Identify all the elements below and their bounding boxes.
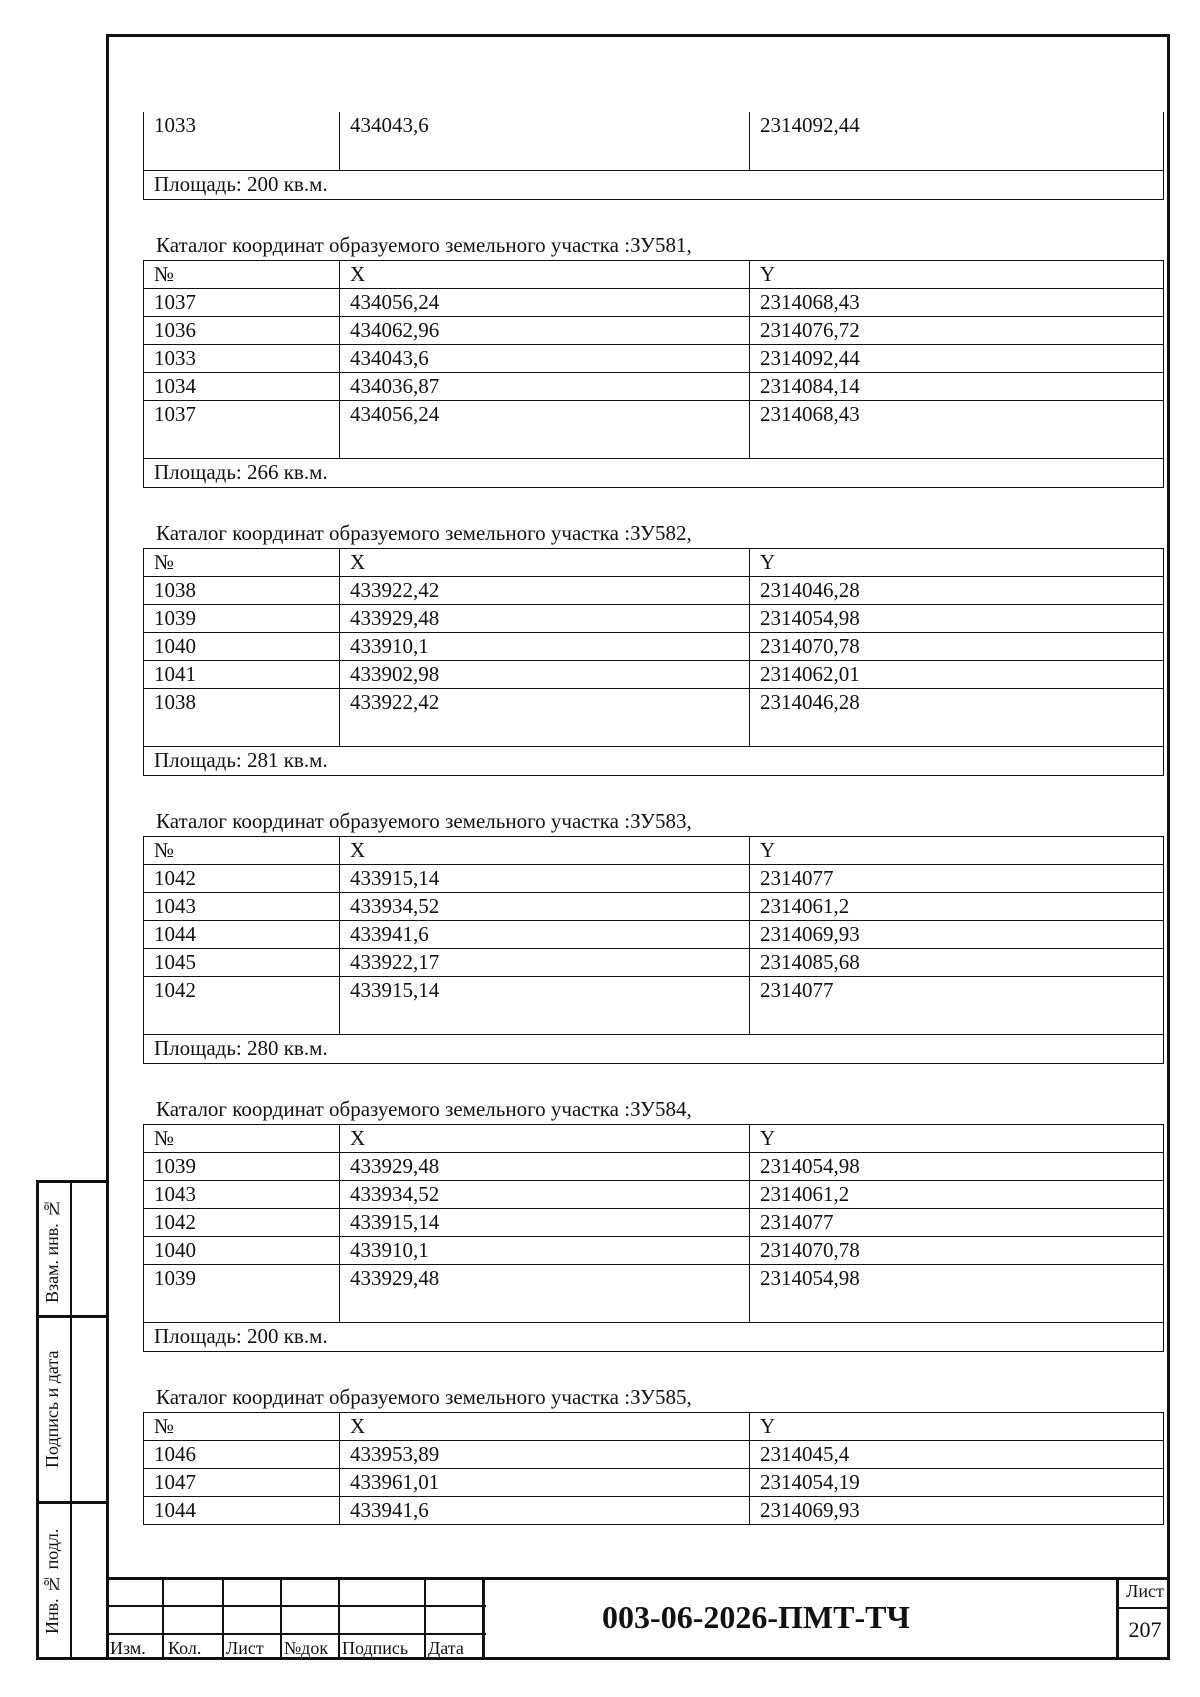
cell-x: 433941,6 <box>340 920 750 948</box>
header-y: Y <box>750 260 1164 288</box>
table-row <box>144 1180 1164 1208</box>
cell-y: 2314084,14 <box>750 372 1164 400</box>
title-block <box>106 1577 1170 1660</box>
table-row <box>144 344 1164 372</box>
podpis-label: Подпись и дата <box>42 1350 62 1468</box>
cell-no: 1043 <box>144 1180 340 1208</box>
cell-y: 2314046,28 <box>750 688 1164 746</box>
table-row <box>144 1152 1164 1180</box>
table-row <box>144 112 1164 170</box>
cell-no: 1034 <box>144 372 340 400</box>
cell-x: 434036,87 <box>340 372 750 400</box>
table-row <box>144 1236 1164 1264</box>
side-stamp <box>36 1180 106 1660</box>
cell-x: 433953,89 <box>340 1440 750 1468</box>
area-row <box>144 746 1164 775</box>
cell-x: 433910,1 <box>340 1236 750 1264</box>
cell-x: 434062,96 <box>340 316 750 344</box>
cell-y: 2314061,2 <box>750 892 1164 920</box>
cell-no: 1040 <box>144 632 340 660</box>
catalog-title: Каталог координат образуемого земельного участка :ЗУ584, <box>156 1096 692 1121</box>
table-row <box>144 576 1164 604</box>
hdr-podpis: Подпись <box>342 1638 409 1658</box>
document-content <box>143 112 1164 1525</box>
hdr-izm: Изм. <box>110 1638 146 1658</box>
cell-x: 434056,24 <box>340 400 750 458</box>
table-row <box>144 688 1164 746</box>
cell-y: 2314069,93 <box>750 1496 1164 1524</box>
table-row <box>144 1264 1164 1322</box>
cell-x: 433929,48 <box>340 1152 750 1180</box>
cell-y: 2314092,44 <box>750 344 1164 372</box>
cell-y: 2314085,68 <box>750 948 1164 976</box>
cell-no: 1042 <box>144 864 340 892</box>
cell-y: 2314076,72 <box>750 316 1164 344</box>
header-x: X <box>340 260 750 288</box>
coords-table <box>143 836 1164 1064</box>
header-x: X <box>340 836 750 864</box>
cell-no: 1037 <box>144 400 340 458</box>
cell-x: 433922,17 <box>340 948 750 976</box>
cell-y: 2314068,43 <box>750 400 1164 458</box>
cell-x: 433915,14 <box>340 864 750 892</box>
table-row <box>144 288 1164 316</box>
cell-y: 2314077 <box>750 1208 1164 1236</box>
catalog-title: Каталог координат образуемого земельного участка :ЗУ582, <box>156 520 692 545</box>
cell-y: 2314077 <box>750 864 1164 892</box>
coords-table-continued <box>143 112 1164 200</box>
cell-no: 1044 <box>144 920 340 948</box>
table-header-row <box>144 1412 1164 1440</box>
header-y: Y <box>750 1412 1164 1440</box>
cell-no: 1044 <box>144 1496 340 1524</box>
inv-label: Инв. № подл. <box>42 1528 62 1635</box>
header-x: X <box>340 1412 750 1440</box>
table-row <box>144 1440 1164 1468</box>
cell-x: 433910,1 <box>340 632 750 660</box>
catalog-title: Каталог координат образуемого земельного участка :ЗУ581, <box>156 232 692 257</box>
catalog-title: Каталог координат образуемого земельного участка :ЗУ583, <box>156 808 692 833</box>
cell-y: 2314092,44 <box>750 112 1164 170</box>
table-row <box>144 892 1164 920</box>
cell-y: 2314068,43 <box>750 288 1164 316</box>
header-y: Y <box>750 548 1164 576</box>
table-row <box>144 400 1164 458</box>
cell-no: 1038 <box>144 576 340 604</box>
cell-y: 2314077 <box>750 976 1164 1034</box>
cell-y: 2314046,28 <box>750 576 1164 604</box>
table-header-row <box>144 548 1164 576</box>
cell-x: 434056,24 <box>340 288 750 316</box>
area-row <box>144 170 1164 199</box>
table-row <box>144 948 1164 976</box>
cell-no: 1046 <box>144 1440 340 1468</box>
header-y: Y <box>750 836 1164 864</box>
cell-no: 1039 <box>144 1152 340 1180</box>
cell-y: 2314054,98 <box>750 604 1164 632</box>
table-row <box>144 976 1164 1034</box>
cell-no: 1038 <box>144 688 340 746</box>
coords-table <box>143 1412 1164 1525</box>
cell-y: 2314054,19 <box>750 1468 1164 1496</box>
area-cell: Площадь: 280 кв.м. <box>144 1034 1164 1063</box>
cell-y: 2314070,78 <box>750 1236 1164 1264</box>
document-code: 003-06-2026-ПМТ-ТЧ <box>602 1599 910 1635</box>
table-row <box>144 920 1164 948</box>
sheet-label: Лист <box>1126 1581 1164 1601</box>
cell-x: 433915,14 <box>340 976 750 1034</box>
cell-no: 1033 <box>144 112 340 170</box>
table-row <box>144 632 1164 660</box>
table-row <box>144 1208 1164 1236</box>
cell-x: 433941,6 <box>340 1496 750 1524</box>
header-no: № <box>144 836 340 864</box>
area-cell: Площадь: 200 кв.м. <box>144 170 1164 199</box>
cell-no: 1045 <box>144 948 340 976</box>
cell-no: 1036 <box>144 316 340 344</box>
cell-x: 433902,98 <box>340 660 750 688</box>
area-row <box>144 1034 1164 1063</box>
vzam-label: Взам. инв. № <box>42 1198 62 1304</box>
cell-x: 433934,52 <box>340 1180 750 1208</box>
table-row <box>144 1496 1164 1524</box>
catalog-title: Каталог координат образуемого земельного участка :ЗУ585, <box>156 1384 692 1409</box>
cell-x: 433961,01 <box>340 1468 750 1496</box>
area-row <box>144 1322 1164 1351</box>
area-cell: Площадь: 200 кв.м. <box>144 1322 1164 1351</box>
table-header-row <box>144 1124 1164 1152</box>
hdr-list: Лист <box>226 1638 264 1658</box>
table-row <box>144 660 1164 688</box>
cell-x: 434043,6 <box>340 344 750 372</box>
cell-y: 2314054,98 <box>750 1152 1164 1180</box>
table-header-row <box>144 836 1164 864</box>
header-no: № <box>144 548 340 576</box>
table-row <box>144 864 1164 892</box>
cell-x: 433922,42 <box>340 576 750 604</box>
cell-x: 433929,48 <box>340 604 750 632</box>
cell-no: 1039 <box>144 604 340 632</box>
coords-table <box>143 1124 1164 1352</box>
table-row <box>144 372 1164 400</box>
header-no: № <box>144 1412 340 1440</box>
cell-no: 1041 <box>144 660 340 688</box>
coords-table <box>143 260 1164 488</box>
header-x: X <box>340 1124 750 1152</box>
cell-y: 2314070,78 <box>750 632 1164 660</box>
cell-no: 1042 <box>144 976 340 1034</box>
cell-no: 1040 <box>144 1236 340 1264</box>
cell-x: 434043,6 <box>340 112 750 170</box>
coords-table <box>143 548 1164 776</box>
area-cell: Площадь: 266 кв.м. <box>144 458 1164 487</box>
area-cell: Площадь: 281 кв.м. <box>144 746 1164 775</box>
table-row <box>144 1468 1164 1496</box>
cell-x: 433922,42 <box>340 688 750 746</box>
hdr-kol: Кол. <box>168 1638 202 1658</box>
hdr-data: Дата <box>428 1638 464 1658</box>
cell-no: 1047 <box>144 1468 340 1496</box>
table-header-row <box>144 260 1164 288</box>
cell-y: 2314069,93 <box>750 920 1164 948</box>
header-x: X <box>340 548 750 576</box>
table-row <box>144 316 1164 344</box>
sheet-number: 207 <box>1128 1617 1162 1642</box>
cell-no: 1037 <box>144 288 340 316</box>
cell-no: 1042 <box>144 1208 340 1236</box>
cell-no: 1033 <box>144 344 340 372</box>
cell-no: 1039 <box>144 1264 340 1322</box>
hdr-ndok: №док <box>284 1638 329 1658</box>
cell-x: 433934,52 <box>340 892 750 920</box>
cell-y: 2314061,2 <box>750 1180 1164 1208</box>
table-row <box>144 604 1164 632</box>
header-no: № <box>144 1124 340 1152</box>
cell-x: 433915,14 <box>340 1208 750 1236</box>
header-y: Y <box>750 1124 1164 1152</box>
cell-x: 433929,48 <box>340 1264 750 1322</box>
area-row <box>144 458 1164 487</box>
header-no: № <box>144 260 340 288</box>
cell-no: 1043 <box>144 892 340 920</box>
cell-y: 2314045,4 <box>750 1440 1164 1468</box>
cell-y: 2314054,98 <box>750 1264 1164 1322</box>
cell-y: 2314062,01 <box>750 660 1164 688</box>
